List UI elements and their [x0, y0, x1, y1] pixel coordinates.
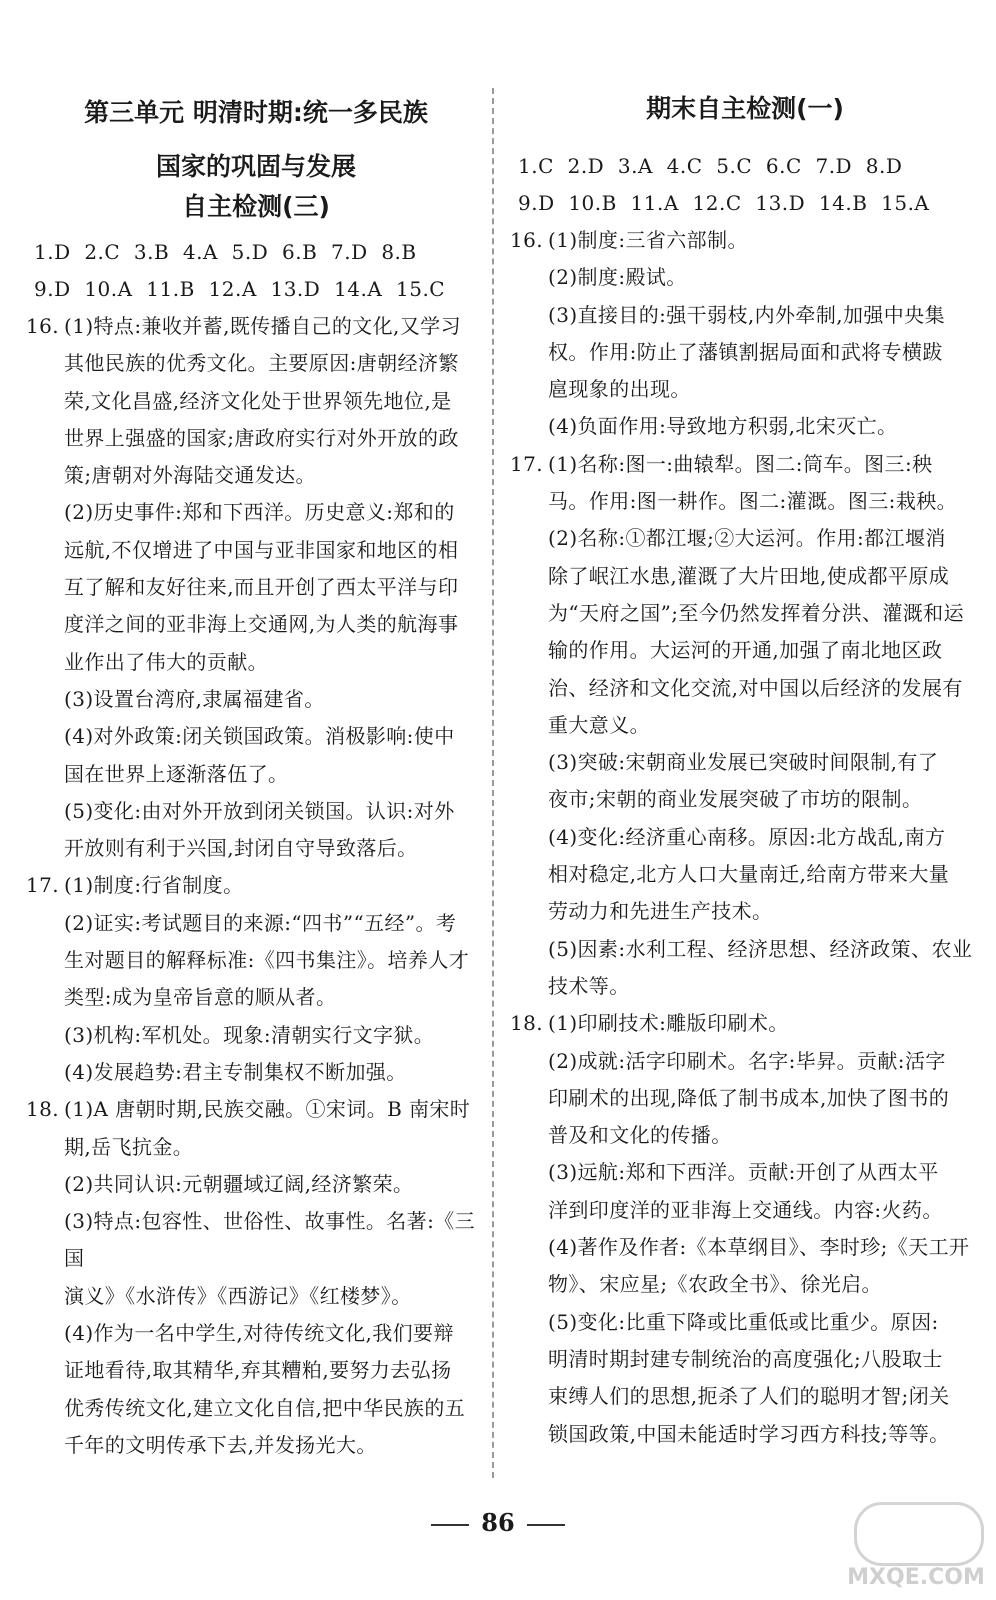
choice-answers-row-1: 1.D 2.C 3.B 4.A 5.D 6.B 7.D 8.B	[34, 240, 417, 264]
answer-line	[510, 1416, 980, 1453]
indent	[510, 893, 540, 930]
question-number: 16.	[510, 228, 544, 252]
indent	[510, 931, 540, 968]
answer-line	[510, 670, 980, 707]
answer-text: (4)负面作用:导致地方积弱,北宋灭亡。	[548, 414, 898, 439]
unit-title: 第三单元 明清时期:统一多民族	[84, 98, 428, 127]
answer-text: 优秀传统文化,建立文化自信,把中华民族的五	[64, 1395, 466, 1420]
indent	[26, 1278, 56, 1315]
question-number: 18.	[510, 1011, 544, 1036]
answer-text: 输的作用。大运河的开通,加强了南北地区政	[548, 638, 943, 663]
page-number-text: 86	[481, 1508, 515, 1537]
exam-title: 期末自主检测(一)	[646, 94, 844, 123]
answer-line	[26, 942, 486, 979]
answer-text: (3)机构:军机处。现象:清朝实行文字狱。	[64, 1022, 435, 1047]
answer-text: 夜市;宋朝的商业发展突破了市坊的限制。	[548, 787, 923, 812]
answer-line	[26, 1129, 486, 1166]
answer-text: (3)直接目的:强干弱枝,内外牵制,加强中央集	[548, 302, 945, 327]
answer-line	[510, 1005, 980, 1042]
answer-text: (1)制度:三省六部制。	[548, 228, 748, 252]
answer-text: 相对稳定,北方人口大量南迁,给南方带来大量	[548, 862, 950, 887]
indent	[510, 1154, 540, 1191]
indent	[510, 1341, 540, 1378]
answer-text: (1)制度:行省制度。	[64, 873, 244, 898]
answer-text: 开放则有利于兴国,封闭自守导致落后。	[64, 836, 418, 861]
indent	[26, 569, 56, 606]
indent	[510, 1117, 540, 1154]
answer-line	[510, 259, 980, 296]
answer-line	[26, 606, 486, 643]
answer-text: 生对题目的解释标准:《四书集注》。培养人才	[64, 948, 470, 973]
dash-right	[527, 1524, 565, 1526]
indent	[510, 1378, 540, 1415]
answer-text: 世界上强盛的国家;唐政府实行对外开放的政	[64, 425, 459, 450]
answer-text: 为“天府之国”;至今仍然发挥着分洪、灌溉和运	[548, 600, 964, 625]
indent	[510, 781, 540, 818]
answer-line	[26, 793, 486, 830]
indent	[26, 644, 56, 681]
answer-line	[26, 532, 486, 569]
indent	[510, 744, 540, 781]
choice-answers-row-2: 9.D 10.A 11.B 12.A 13.D 14.A 15.C	[34, 277, 446, 301]
answer-line	[26, 494, 486, 531]
indent	[510, 1416, 540, 1453]
indent	[26, 345, 56, 382]
answer-text: 洋到印度洋的亚非海上交通线。内容:火药。	[548, 1197, 943, 1222]
answer-line	[510, 222, 980, 259]
answer-line	[26, 718, 486, 755]
indent	[26, 1352, 56, 1389]
answer-line	[510, 1378, 980, 1415]
indent	[510, 1080, 540, 1117]
answer-line	[26, 905, 486, 942]
answer-text: 物》、宋应星;《农政全书》、徐光启。	[548, 1272, 882, 1297]
answer-line	[26, 979, 486, 1016]
answer-line	[510, 819, 980, 856]
answer-text: 期,岳飞抗金。	[64, 1134, 194, 1159]
indent	[26, 1315, 56, 1352]
question-18-left	[26, 1091, 486, 1464]
answer-text: 千年的文明传承下去,并发扬光大。	[64, 1432, 377, 1457]
indent	[510, 259, 540, 296]
answer-text: 劳动力和先进生产技术。	[548, 899, 773, 924]
answer-line	[510, 744, 980, 781]
indent	[510, 1043, 540, 1080]
indent	[26, 1017, 56, 1054]
indent	[510, 408, 540, 445]
answer-line	[510, 707, 980, 744]
answer-text: 除了岷江水患,灌溉了大片田地,使成都平原成	[548, 563, 950, 588]
answer-line	[26, 756, 486, 793]
indent	[26, 681, 56, 718]
indent	[26, 1129, 56, 1166]
answer-line	[26, 457, 486, 494]
answer-text: 演义》《水浒传》《西游记》《红楼梦》。	[64, 1283, 412, 1308]
answer-text: (2)名称:①都江堰;②大运河。作用:都江堰消	[548, 526, 946, 551]
indent	[26, 905, 56, 942]
watermark-text: MXQE.COM	[847, 1565, 985, 1590]
indent	[510, 856, 540, 893]
answer-text: (1)特点:兼收并蓄,既传播自己的文化,又学习	[64, 314, 461, 338]
answer-text: 策;唐朝对外海陆交通发达。	[64, 463, 316, 488]
answer-text: 束缚人们的思想,扼杀了人们的聪明才智;闭关	[548, 1384, 950, 1409]
answer-line	[26, 830, 486, 867]
answer-text: (2)历史事件:郑和下西洋。历史意义:郑和的	[64, 500, 455, 525]
answer-line	[510, 408, 980, 445]
indent	[510, 520, 540, 557]
answer-line	[26, 1427, 486, 1464]
answer-text: (1)印刷技术:雕版印刷术。	[548, 1011, 789, 1036]
answer-line	[26, 1278, 486, 1315]
answer-line	[510, 781, 980, 818]
indent	[510, 632, 540, 669]
indent	[26, 457, 56, 494]
answer-text: (3)突破:宋朝商业发展已突破时间限制,有了	[548, 750, 939, 775]
answer-line	[510, 595, 980, 632]
answer-text: (4)作为一名中学生,对待传统文化,我们要辩	[64, 1321, 454, 1346]
answer-line	[510, 1192, 980, 1229]
answer-text: (3)远航:郑和下西洋。贡献:开创了从西太平	[548, 1160, 939, 1185]
answer-text: (4)发展趋势:君主专制集权不断加强。	[64, 1059, 407, 1084]
answer-text: (1)A 唐朝时期,民族交融。①宋词。B 南宋时	[64, 1097, 471, 1122]
answer-line	[26, 1166, 486, 1203]
question-number: 17.	[26, 873, 60, 898]
indent	[26, 979, 56, 1016]
answer-line	[26, 1390, 486, 1427]
answer-line	[510, 297, 980, 334]
answer-line	[26, 569, 486, 606]
answer-text: 互了解和友好往来,而且开创了西太平洋与印	[64, 575, 459, 600]
question-number: 17.	[510, 451, 544, 476]
dash-left	[431, 1524, 469, 1526]
answer-line	[510, 856, 980, 893]
indent	[510, 334, 540, 371]
answer-line	[510, 520, 980, 557]
answer-line	[26, 383, 486, 420]
answer-line	[26, 1017, 486, 1054]
question-16-left	[26, 308, 486, 867]
answer-line	[510, 558, 980, 595]
question-17-right	[510, 446, 980, 1005]
answer-text: (5)因素:水利工程、经济思想、经济政策、农业	[548, 936, 973, 961]
answer-line	[510, 371, 980, 408]
indent	[510, 483, 540, 520]
answer-text: 业作出了伟大的贡献。	[64, 649, 268, 674]
answer-text: 国在世界上逐渐落伍了。	[64, 761, 289, 786]
answer-line	[510, 1304, 980, 1341]
answer-line	[26, 1352, 486, 1389]
indent	[26, 532, 56, 569]
answer-text: 技术等。	[548, 973, 630, 998]
section-title: 自主检测(三)	[182, 192, 330, 221]
choice-answers-row-1: 1.C 2.D 3.A 4.C 5.C 6.C 7.D 8.D	[518, 154, 903, 178]
question-number: 18.	[26, 1097, 60, 1122]
indent	[510, 670, 540, 707]
indent	[26, 942, 56, 979]
answer-text: 荣,文化昌盛,经济文化处于世界领先地位,是	[64, 388, 452, 413]
answer-text: 明清时期封建专制统治的高度强化;八股取士	[548, 1346, 943, 1371]
answer-text: 普及和文化的传播。	[548, 1123, 732, 1148]
indent	[26, 830, 56, 867]
indent	[510, 968, 540, 1005]
answer-line	[510, 968, 980, 1005]
right-column	[510, 88, 980, 1453]
answer-line	[510, 1154, 980, 1191]
answer-text: 治、经济和文化交流,对中国以后经济的发展有	[548, 675, 963, 700]
indent	[510, 707, 540, 744]
answer-line	[510, 1043, 980, 1080]
question-16-right	[510, 222, 980, 446]
answer-line	[26, 1091, 486, 1128]
answer-text: (1)名称:图一:曲辕犁。图二:筒车。图三:秧	[548, 451, 933, 476]
answer-line	[26, 420, 486, 457]
answer-line	[26, 1054, 486, 1091]
answer-line	[510, 446, 980, 483]
indent	[26, 718, 56, 755]
answer-text: (3)设置台湾府,隶属福建省。	[64, 686, 325, 711]
indent	[510, 819, 540, 856]
column-divider	[492, 88, 494, 1478]
indent	[26, 494, 56, 531]
answer-text: 马。作用:图一耕作。图二:灌溉。图三:栽秧。	[548, 489, 958, 514]
left-column	[26, 88, 486, 1464]
indent	[510, 595, 540, 632]
answer-line	[26, 1315, 486, 1352]
indent	[26, 1203, 56, 1278]
answer-line	[510, 1117, 980, 1154]
indent	[26, 1427, 56, 1464]
answer-text: 印刷术的出现,降低了制书成本,加快了图书的	[548, 1085, 950, 1110]
answer-text: (2)制度:殿试。	[548, 265, 687, 290]
answer-line	[26, 308, 486, 345]
answer-text: (5)变化:由对外开放到闭关锁国。认识:对外	[64, 798, 455, 823]
answer-line	[26, 1203, 486, 1278]
indent	[510, 1229, 540, 1266]
answer-line	[510, 893, 980, 930]
watermark-icon	[854, 1502, 984, 1566]
answer-line	[510, 1341, 980, 1378]
answer-line	[510, 483, 980, 520]
question-17-left	[26, 867, 486, 1091]
answer-text: 其他民族的优秀文化。主要原因:唐朝经济繁	[64, 351, 459, 376]
answer-line	[510, 1229, 980, 1266]
answer-line	[26, 681, 486, 718]
answer-line	[510, 1080, 980, 1117]
answer-line	[26, 867, 486, 904]
answer-text: (3)特点:包容性、世俗性、故事性。名著:《三国	[64, 1209, 476, 1271]
indent	[26, 1166, 56, 1203]
indent	[26, 606, 56, 643]
answer-text: 锁国政策,中国未能适时学习西方科技;等等。	[548, 1421, 950, 1446]
answer-text: (2)成就:活字印刷术。名字:毕昇。贡献:活字	[548, 1048, 946, 1073]
answer-text: 证地看待,取其精华,弃其糟粕,要努力去弘扬	[64, 1358, 452, 1383]
answer-line	[26, 345, 486, 382]
indent	[510, 297, 540, 334]
question-18-right	[510, 1005, 980, 1453]
choice-answers-row-2: 9.D 10.B 11.A 12.C 13.D 14.B 15.A	[518, 191, 930, 215]
indent	[26, 756, 56, 793]
indent	[26, 383, 56, 420]
indent	[510, 1304, 540, 1341]
answer-text: (2)证实:考试题目的来源:“四书”“五经”。考	[64, 910, 457, 935]
indent	[510, 558, 540, 595]
indent	[510, 1192, 540, 1229]
answer-text: (4)对外政策:闭关锁国政策。消极影响:使中	[64, 724, 455, 749]
answer-text: 远航,不仅增进了中国与亚非国家和地区的相	[64, 537, 459, 562]
answer-text: 扈现象的出现。	[548, 377, 691, 402]
answer-text: 类型:成为皇帝旨意的顺从者。	[64, 985, 337, 1010]
answer-line	[510, 632, 980, 669]
answer-text: 重大意义。	[548, 712, 650, 737]
question-number: 16.	[26, 314, 60, 338]
indent	[510, 371, 540, 408]
answer-text: 权。作用:防止了藩镇割据局面和武将专横跋	[548, 339, 943, 364]
unit-subtitle: 国家的巩固与发展	[155, 152, 356, 181]
indent	[26, 793, 56, 830]
answer-text: (5)变化:比重下降或比重低或比重少。原因:	[548, 1309, 939, 1334]
indent	[510, 1266, 540, 1303]
answer-line	[26, 644, 486, 681]
answer-line	[510, 334, 980, 371]
indent	[26, 1054, 56, 1091]
answer-text: (4)著作及作者:《本草纲目》、李时珍;《天工开	[548, 1235, 970, 1260]
watermark-logo	[846, 1500, 986, 1590]
answer-line	[510, 931, 980, 968]
answer-text: (4)变化:经济重心南移。原因:北方战乱,南方	[548, 824, 946, 849]
indent	[26, 1390, 56, 1427]
answer-text: (2)共同认识:元朝疆域辽阔,经济繁荣。	[64, 1171, 414, 1196]
indent	[26, 420, 56, 457]
answer-text: 度洋之间的亚非海上交通网,为人类的航海事	[64, 612, 459, 637]
answer-line	[510, 1266, 980, 1303]
